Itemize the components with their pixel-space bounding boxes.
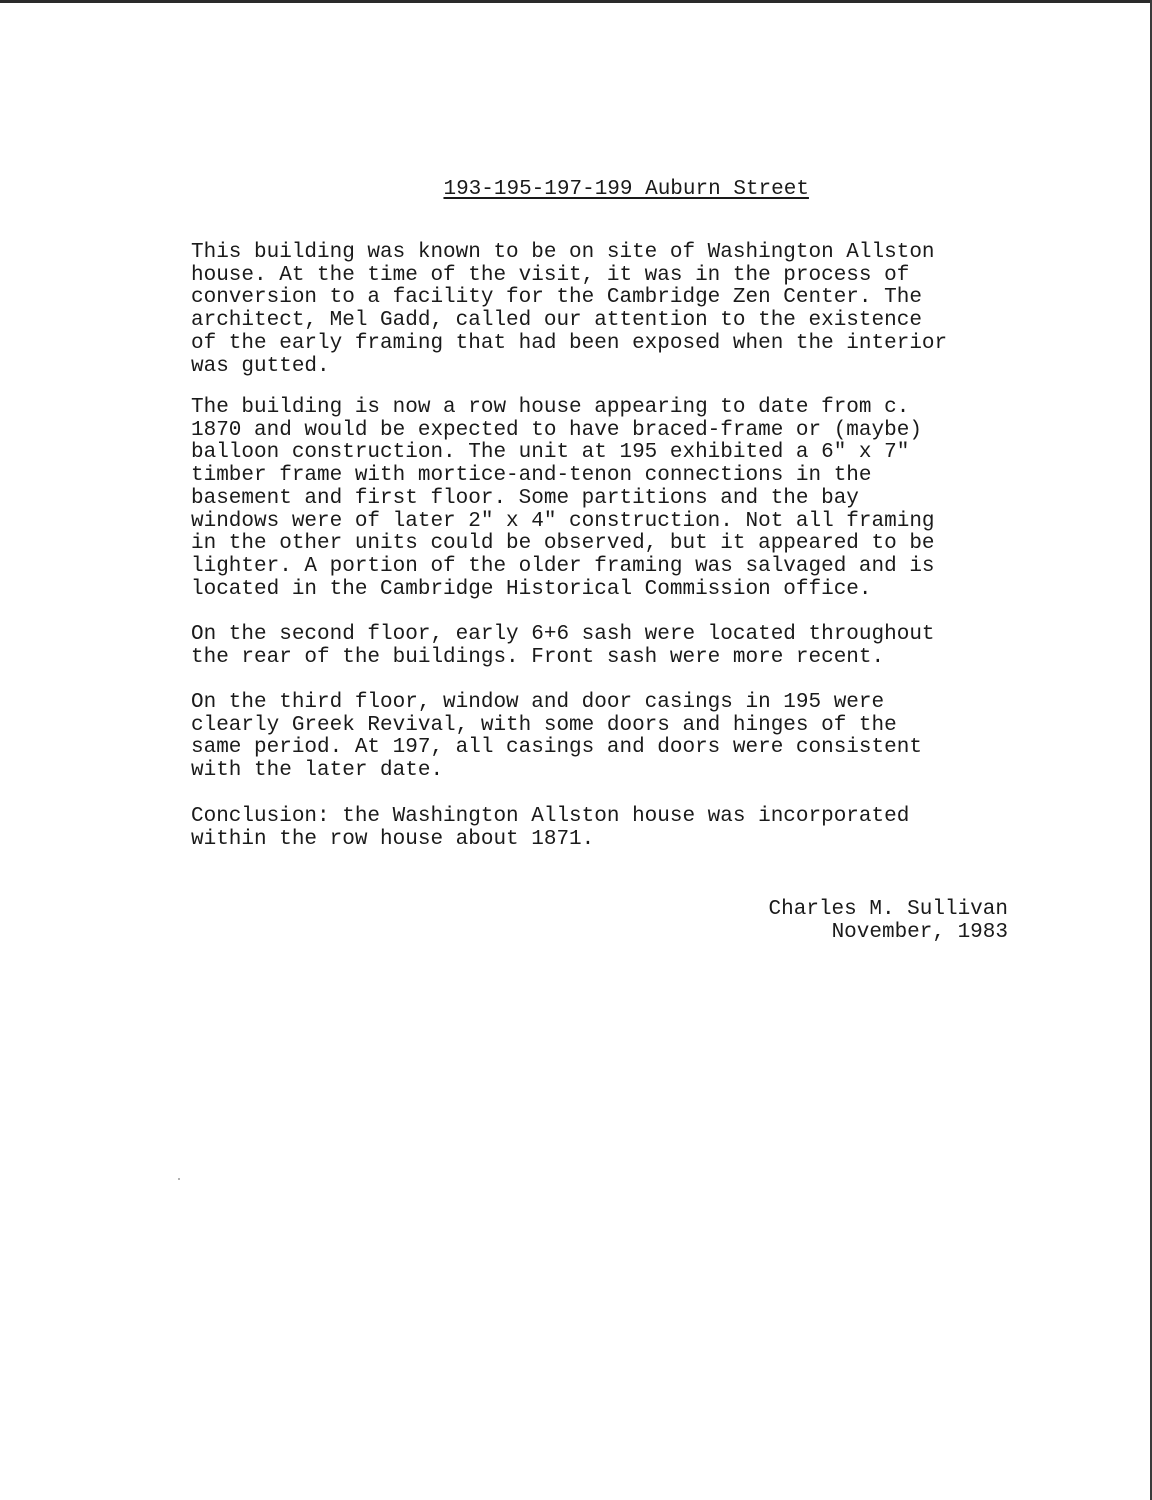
signature-block: [769, 898, 1008, 944]
paragraph-conclusion: Conclusion: the Washington Allston house was incorporated within the row house about 1871.: [191, 805, 910, 851]
document-title: [0, 151, 1152, 229]
paragraph-third-floor: On the third floor, window and door casings in 195 were clearly Greek Revival, with some doors and hinges of the same period. At 197, all casings and doors were consistent with the later date.: [191, 691, 922, 783]
paragraph-construction: The building is now a row house appearing to date from c. 1870 and would be expected to have braced-frame or (maybe) balloon construction. The unit at 195 exhibited a 6" x 7" timber frame with mortice-and-tenon connections in the basement and first floor. Some partitions and the bay windows were of later 2" x 4" construction. Not all framing in the other units could be observed, but it appeared to be lighter. A portion of the older framing was salvaged and is located in the Cambridge Historical Commission office.: [191, 396, 935, 601]
author-name: Charles M. Sullivan: [768, 898, 1008, 921]
document-title-text: 193-195-197-199 Auburn Street: [443, 178, 809, 201]
paragraph-site-history: This building was known to be on site of Washington Allston house. At the time of the visit, it was in the process of conversion to a facility for the Cambridge Zen Center. The architect, Mel Gadd, called our attention to the existence of the early framing that had been exposed when the interior was gutted.: [191, 241, 948, 378]
paragraph-second-floor: On the second floor, early 6+6 sash were located throughout the rear of the buildings. Front sash were more recent.: [191, 623, 935, 669]
scan-speck: [178, 1178, 180, 1180]
scan-edge-top: [0, 0, 1152, 3]
document-date: November, 1983: [831, 921, 1008, 944]
